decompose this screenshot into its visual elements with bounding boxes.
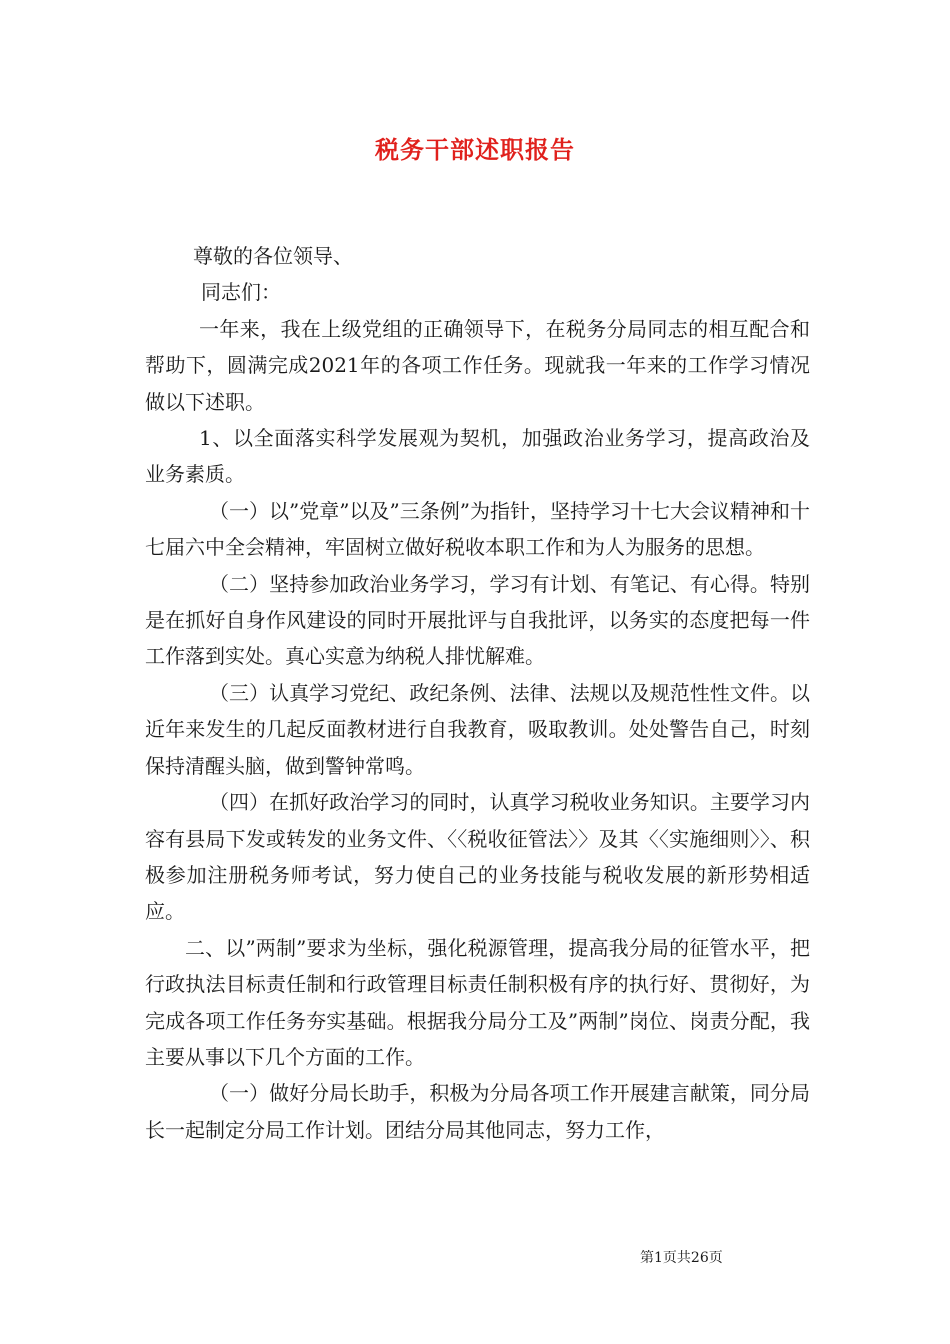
section-1-item-4: （四）在抓好政治学习的同时，认真学习税收业务知识。主要学习内容有县局下发或转发的业务文件、〈〈税收征管法〉〉及其〈〈实施细则〉〉、积极参加注册税务师考试，努力使自己的业务技能与税收发展的新形势相适应。 bbox=[145, 790, 810, 924]
section-1-item-1: （一）以”党章”以及”三条例”为指针，坚持学习十七大会议精神和十七届六中全会精神，牢固树立做好税收本职工作和为人为服务的思想。 bbox=[145, 498, 810, 560]
page-number-footer: 第1页共26页 bbox=[640, 1250, 723, 1266]
section-1-heading: 1、以全面落实科学发展观为契机，加强政治业务学习，提高政治及业务素质。 bbox=[145, 426, 810, 487]
salutation-line-2: 同志们： bbox=[201, 280, 281, 305]
document-title: 税务干部述职报告 bbox=[375, 135, 575, 164]
section-2-heading: 二、以”两制”要求为坐标，强化税源管理，提高我分局的征管水平，把行政执法目标责任制和行政管理目标责任制积极有序的执行好、贯彻好，为完成各项工作任务夯实基础。根据我分局分工及”两制”岗位、岗责分配，我主要从事以下几个方面的工作。 bbox=[145, 935, 810, 1069]
document-body bbox=[145, 238, 810, 1148]
salutation-line-1: 尊敬的各位领导、 bbox=[193, 244, 353, 268]
section-1-item-3: （三）认真学习党纪、政纪条例、法律、法规以及规范性性文件。以近年来发生的几起反面教材进行自我教育，吸取教训。处处警告自己，时刻保持清醒头脑，做到警钟常鸣。 bbox=[145, 680, 810, 778]
intro-paragraph: 一年来，我在上级党组的正确领导下，在税务分局同志的相互配合和帮助下，圆满完成2021年的各项工作任务。现就我一年来的工作学习情况做以下述职。 bbox=[145, 316, 810, 414]
section-1-item-2: （二）坚持参加政治业务学习，学习有计划、有笔记、有心得。特别是在抓好自身作风建设的同时开展批评与自我批评，以务实的态度把每一件工作落到实处。真心实意为纳税人排忧解难。 bbox=[145, 571, 810, 669]
section-2-item-1: （一）做好分局长助手，积极为分局各项工作开展建言献策，同分局长一起制定分局工作计划。团结分局其他同志，努力工作， bbox=[145, 1081, 810, 1142]
